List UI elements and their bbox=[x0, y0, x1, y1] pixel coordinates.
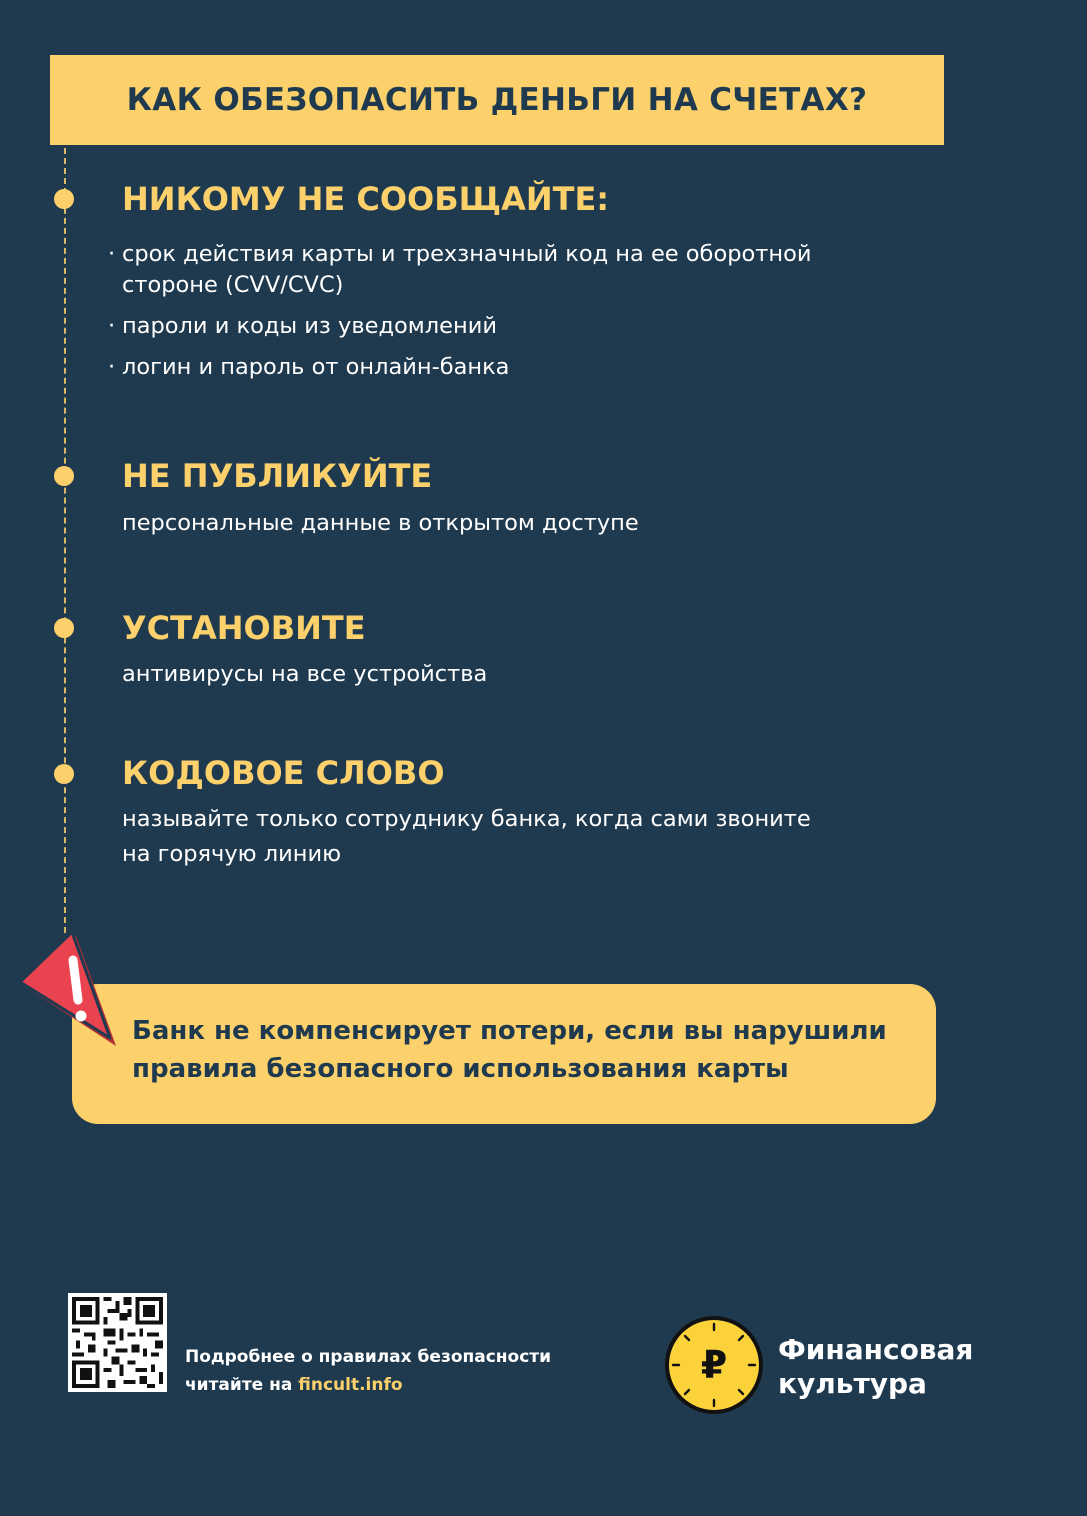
warning-line: Банк не компенсирует потери, если вы нарушили bbox=[132, 1016, 887, 1046]
list-item bbox=[108, 239, 811, 301]
footer-line bbox=[185, 1371, 551, 1399]
logo-text bbox=[778, 1333, 973, 1401]
timeline-dot bbox=[54, 764, 74, 784]
timeline-dot bbox=[54, 618, 74, 638]
bullet-mark: · bbox=[108, 241, 116, 267]
footer-line: Подробнее о правилах безопасности bbox=[185, 1347, 552, 1367]
section-text: персональные данные в открытом доступе bbox=[122, 510, 639, 536]
section-text: антивирусы на все устройства bbox=[122, 661, 488, 687]
logo-line: Финансовая bbox=[778, 1333, 974, 1366]
ruble-symbol: ₽ bbox=[700, 1343, 728, 1387]
list-item bbox=[108, 311, 497, 342]
warning-text bbox=[132, 1012, 887, 1088]
warning-triangle-icon bbox=[16, 930, 120, 1054]
section-text: на горячую линию bbox=[122, 841, 342, 867]
section-heading-do-not-share: НИКОМУ НЕ СООБЩАЙТЕ: bbox=[122, 180, 610, 218]
warning-line: правила безопасного использования карты bbox=[132, 1054, 789, 1084]
bullet-mark: · bbox=[108, 354, 116, 380]
footer-prefix: читайте на bbox=[185, 1375, 299, 1395]
section-heading-do-not-publish: НЕ ПУБЛИКУЙТЕ bbox=[122, 457, 433, 495]
section-heading-code-word: КОДОВОЕ СЛОВО bbox=[122, 754, 445, 792]
fincult-link[interactable]: fincult.info bbox=[298, 1375, 403, 1395]
footer-text bbox=[185, 1343, 551, 1399]
bullet-text: логин и пароль от онлайн-банка bbox=[122, 354, 510, 380]
bullet-text: срок действия карты и трехзначный код на ее оборотной bbox=[122, 241, 812, 267]
ruble-coin-logo-icon bbox=[664, 1315, 764, 1415]
timeline-dot bbox=[54, 466, 74, 486]
logo-line: культура bbox=[778, 1367, 927, 1400]
bullet-text: пароли и коды из уведомлений bbox=[122, 313, 497, 339]
list-item bbox=[108, 352, 509, 383]
section-text: называйте только сотруднику банка, когда сами звоните bbox=[122, 806, 811, 832]
bullet-text: стороне (CVV/CVC) bbox=[122, 272, 344, 298]
page-title: КАК ОБЕЗОПАСИТЬ ДЕНЬГИ НА СЧЕТАХ? bbox=[126, 82, 868, 118]
section-heading-install: УСТАНОВИТЕ bbox=[122, 609, 366, 647]
timeline-dot bbox=[54, 189, 74, 209]
qr-code-icon[interactable] bbox=[68, 1293, 167, 1392]
bullet-mark: · bbox=[108, 313, 116, 339]
timeline-line bbox=[64, 148, 66, 943]
title-banner bbox=[50, 55, 944, 145]
